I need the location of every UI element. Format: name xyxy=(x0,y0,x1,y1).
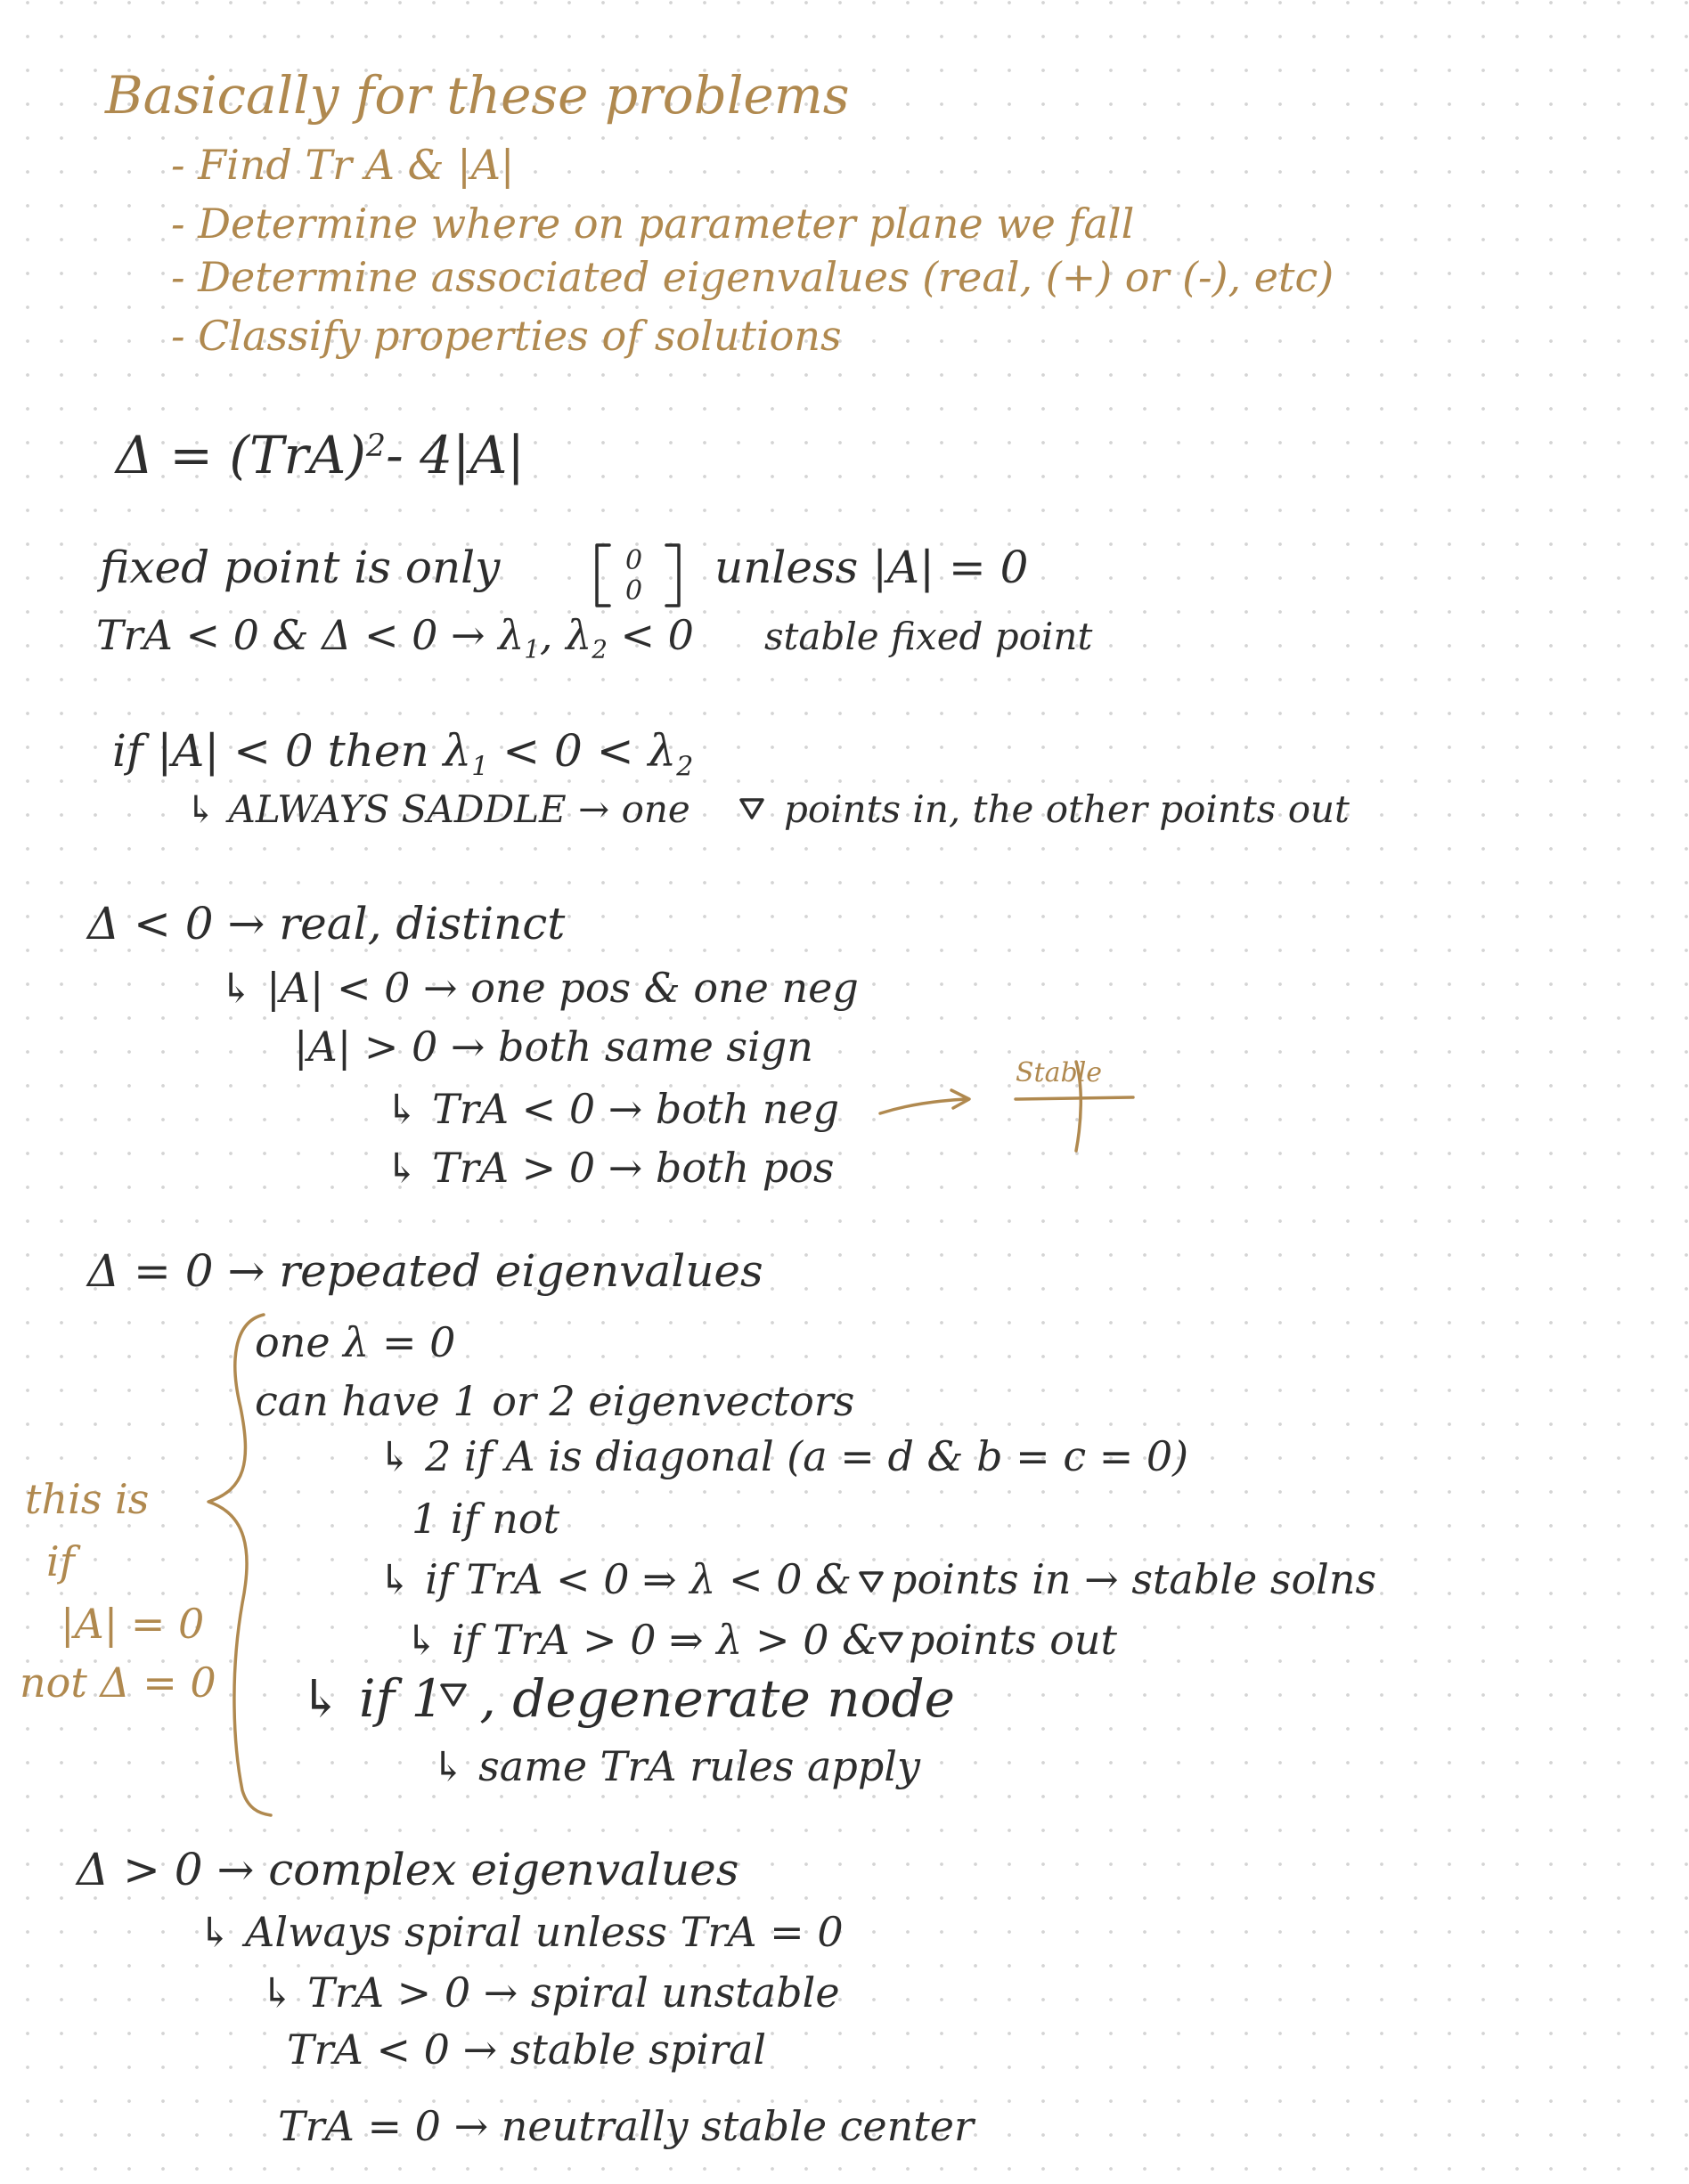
real-distinct-b4: ↳ TrA > 0 → both pos xyxy=(385,1144,835,1192)
repeated-r5-b: points in → stable solns xyxy=(891,1555,1377,1603)
repeated-r7-b: , degenerate node xyxy=(479,1668,955,1729)
discriminant-lhs: Δ = (TrA) xyxy=(116,425,366,485)
condition-text: TrA < 0 & Δ < 0 → λ xyxy=(96,611,525,659)
overview-step-3: - Determine associated eigenvalues (real, (+) or (-), etc) xyxy=(171,253,1334,301)
real-distinct-b2: |A| > 0 → both same sign xyxy=(294,1023,813,1071)
condition-text-2: , λ xyxy=(539,611,592,659)
repeated-r3: ↳ 2 if A is diagonal (a = d & b = c = 0) xyxy=(378,1432,1189,1480)
stable-fixed-point-note: stable fixed point xyxy=(764,615,1093,658)
repeated-r2: can have 1 or 2 eigenvectors xyxy=(255,1377,855,1425)
margin-note-3: |A| = 0 xyxy=(61,1600,205,1648)
margin-note-4: not Δ = 0 xyxy=(20,1658,216,1707)
repeated-r6: ↳ if TrA > 0 ⇒ λ > 0 & xyxy=(404,1616,879,1664)
discriminant-rhs: - 4|A| xyxy=(386,425,525,485)
saddle-lambda-sub-1: 1 xyxy=(471,751,489,783)
saddle-lambda-sub-2: 2 xyxy=(676,751,694,783)
fixed-point-text: fixed point is only xyxy=(100,542,501,593)
overview-title: Basically for these problems xyxy=(105,65,850,126)
saddle-points-text: points in, the other points out xyxy=(784,787,1350,831)
real-distinct-b3: ↳ TrA < 0 → both neg xyxy=(385,1085,840,1133)
lambda-sub-2: 2 xyxy=(592,634,608,664)
repeated-r5: ↳ if TrA < 0 ⇒ λ < 0 & xyxy=(378,1555,853,1603)
real-distinct-header: Δ < 0 → real, distinct xyxy=(87,898,566,949)
repeated-r7-a: ↳ if 1 xyxy=(299,1668,445,1729)
complex-c1: ↳ Always spiral unless TrA = 0 xyxy=(198,1908,844,1956)
complex-c4: TrA = 0 → neutrally stable center xyxy=(278,2102,974,2150)
repeated-r1: one λ = 0 xyxy=(255,1318,456,1366)
real-distinct-b1: ↳ |A| < 0 → one pos & one neg xyxy=(219,964,859,1012)
zero-vector-top: 0 xyxy=(625,545,643,576)
repeated-r8: ↳ same TrA rules apply xyxy=(431,1742,920,1790)
margin-note-1: this is xyxy=(25,1475,150,1523)
discriminant-exponent: 2 xyxy=(365,428,387,464)
saddle-text: if |A| < 0 then λ xyxy=(112,725,472,777)
margin-note-2: if xyxy=(46,1537,75,1585)
overview-step-2: - Determine where on parameter plane we fall xyxy=(171,200,1135,248)
condition-text-3: < 0 xyxy=(607,611,694,659)
overview-step-4: - Classify properties of solutions xyxy=(171,312,842,360)
zero-vector-bottom: 0 xyxy=(625,575,643,607)
curly-brace-path xyxy=(208,1315,271,1815)
fixed-point-unless: unless |A| = 0 xyxy=(714,542,1029,593)
repeated-r6-b: points out xyxy=(909,1616,1117,1664)
stable-sketch-label: Stable xyxy=(1016,1057,1103,1088)
lambda-sub-1: 1 xyxy=(524,634,540,664)
saddle-text-2: < 0 < λ xyxy=(488,725,677,777)
complex-header: Δ > 0 → complex eigenvalues xyxy=(77,1844,739,1895)
repeated-header: Δ = 0 → repeated eigenvalues xyxy=(87,1245,763,1297)
always-saddle-text: ↳ ALWAYS SADDLE → one xyxy=(185,787,690,831)
complex-c3: TrA < 0 → stable spiral xyxy=(287,2025,767,2074)
repeated-r4: 1 if not xyxy=(412,1495,560,1543)
overview-step-1: - Find Tr A & |A| xyxy=(171,141,515,189)
complex-c2: ↳ TrA > 0 → spiral unstable xyxy=(260,1968,840,2017)
